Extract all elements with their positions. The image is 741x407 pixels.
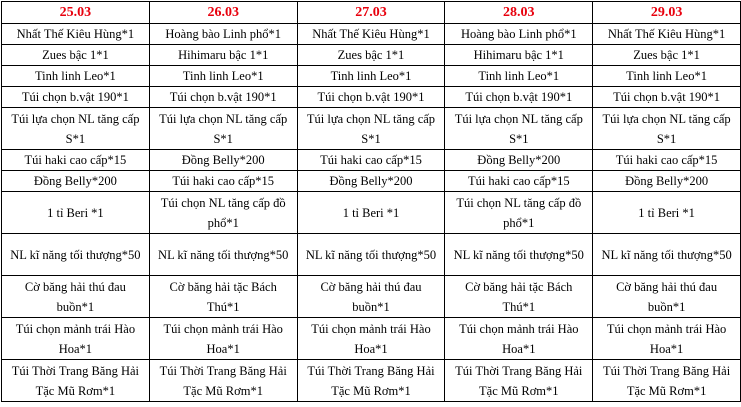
table-row [2,87,741,108]
reward-cell: Tinh linh Leo*1 [2,66,150,87]
table-row [2,150,741,171]
reward-cell: NL kĩ năng tối thượng*50 [445,234,593,276]
table-row [2,171,741,192]
reward-cell: Tinh linh Leo*1 [297,66,445,87]
reward-cell: Túi Thời Trang Băng Hải Tặc Mũ Rơm*1 [149,360,297,402]
reward-cell: Đồng Belly*200 [297,171,445,192]
date-header: 26.03 [149,2,297,24]
table-row [2,234,741,276]
date-header: 27.03 [297,2,445,24]
reward-cell: 1 tỉ Beri *1 [593,192,741,234]
reward-cell: NL kĩ năng tối thượng*50 [149,234,297,276]
table-row [2,108,741,150]
reward-cell: Túi chọn b.vật 190*1 [149,87,297,108]
reward-cell: Hihimaru bậc 1*1 [445,45,593,66]
reward-cell: Cờ băng hải tặc Bách Thú*1 [445,276,593,318]
table-row [2,45,741,66]
table-row [2,192,741,234]
reward-cell: Túi lựa chọn NL tăng cấp S*1 [593,108,741,150]
reward-cell: Túi chọn mảnh trái Hào Hoa*1 [445,318,593,360]
table-row [2,318,741,360]
reward-cell: Túi chọn mảnh trái Hào Hoa*1 [297,318,445,360]
reward-cell: Túi lựa chọn NL tăng cấp S*1 [2,108,150,150]
reward-cell: NL kĩ năng tối thượng*50 [297,234,445,276]
reward-cell: Đồng Belly*200 [2,171,150,192]
reward-cell: Đồng Belly*200 [445,150,593,171]
reward-cell: Túi lựa chọn NL tăng cấp S*1 [149,108,297,150]
reward-cell: Zues bậc 1*1 [2,45,150,66]
reward-cell: Túi Thời Trang Băng Hải Tặc Mũ Rơm*1 [297,360,445,402]
reward-cell: Cờ băng hải thú đau buồn*1 [2,276,150,318]
reward-cell: Túi haki cao cấp*15 [149,171,297,192]
reward-cell: Túi chọn mảnh trái Hào Hoa*1 [149,318,297,360]
reward-cell: Hoàng bào Linh phổ*1 [445,24,593,45]
reward-cell: Túi Thời Trang Băng Hải Tặc Mũ Rơm*1 [2,360,150,402]
reward-cell: Cờ băng hải thú đau buồn*1 [593,276,741,318]
reward-cell: Túi lựa chọn NL tăng cấp S*1 [297,108,445,150]
date-header: 28.03 [445,2,593,24]
reward-cell: Túi haki cao cấp*15 [445,171,593,192]
reward-cell: Cờ băng hải tặc Bách Thú*1 [149,276,297,318]
reward-cell: Túi chọn b.vật 190*1 [2,87,150,108]
table-row [2,24,741,45]
reward-cell: Túi lựa chọn NL tăng cấp S*1 [445,108,593,150]
reward-cell: Nhất Thế Kiêu Hùng*1 [2,24,150,45]
reward-cell: Đồng Belly*200 [149,150,297,171]
reward-cell: Tinh linh Leo*1 [149,66,297,87]
reward-cell: Zues bậc 1*1 [297,45,445,66]
reward-cell: Đồng Belly*200 [593,171,741,192]
reward-cell: Túi chọn mảnh trái Hào Hoa*1 [2,318,150,360]
table-body [2,24,741,402]
reward-cell: Túi haki cao cấp*15 [297,150,445,171]
reward-cell: NL kĩ năng tối thượng*50 [593,234,741,276]
table-row [2,276,741,318]
reward-cell: Tinh linh Leo*1 [445,66,593,87]
reward-cell: Túi chọn b.vật 190*1 [445,87,593,108]
reward-cell: Cờ băng hải thú đau buồn*1 [297,276,445,318]
reward-cell: Túi Thời Trang Băng Hải Tặc Mũ Rơm*1 [445,360,593,402]
reward-cell: Túi chọn mảnh trái Hào Hoa*1 [593,318,741,360]
reward-cell: Túi chọn NL tăng cấp đồ phổ*1 [445,192,593,234]
reward-cell: Zues bậc 1*1 [593,45,741,66]
reward-cell: Túi haki cao cấp*15 [2,150,150,171]
reward-cell: Tinh linh Leo*1 [593,66,741,87]
date-header: 25.03 [2,2,150,24]
reward-cell: Hihimaru bậc 1*1 [149,45,297,66]
reward-cell: Nhất Thế Kiêu Hùng*1 [297,24,445,45]
reward-cell: 1 tỉ Beri *1 [2,192,150,234]
date-header: 29.03 [593,2,741,24]
reward-cell: Túi chọn b.vật 190*1 [593,87,741,108]
reward-cell: NL kĩ năng tối thượng*50 [2,234,150,276]
reward-cell: Túi chọn NL tăng cấp đồ phổ*1 [149,192,297,234]
reward-cell: Túi haki cao cấp*15 [593,150,741,171]
table-row [2,66,741,87]
reward-cell: Hoàng bào Linh phổ*1 [149,24,297,45]
reward-cell: Túi Thời Trang Băng Hải Tặc Mũ Rơm*1 [593,360,741,402]
reward-schedule-table [1,1,741,402]
table-row [2,360,741,402]
reward-cell: 1 tỉ Beri *1 [297,192,445,234]
header-row [2,2,741,24]
reward-cell: Nhất Thế Kiêu Hùng*1 [593,24,741,45]
reward-cell: Túi chọn b.vật 190*1 [297,87,445,108]
